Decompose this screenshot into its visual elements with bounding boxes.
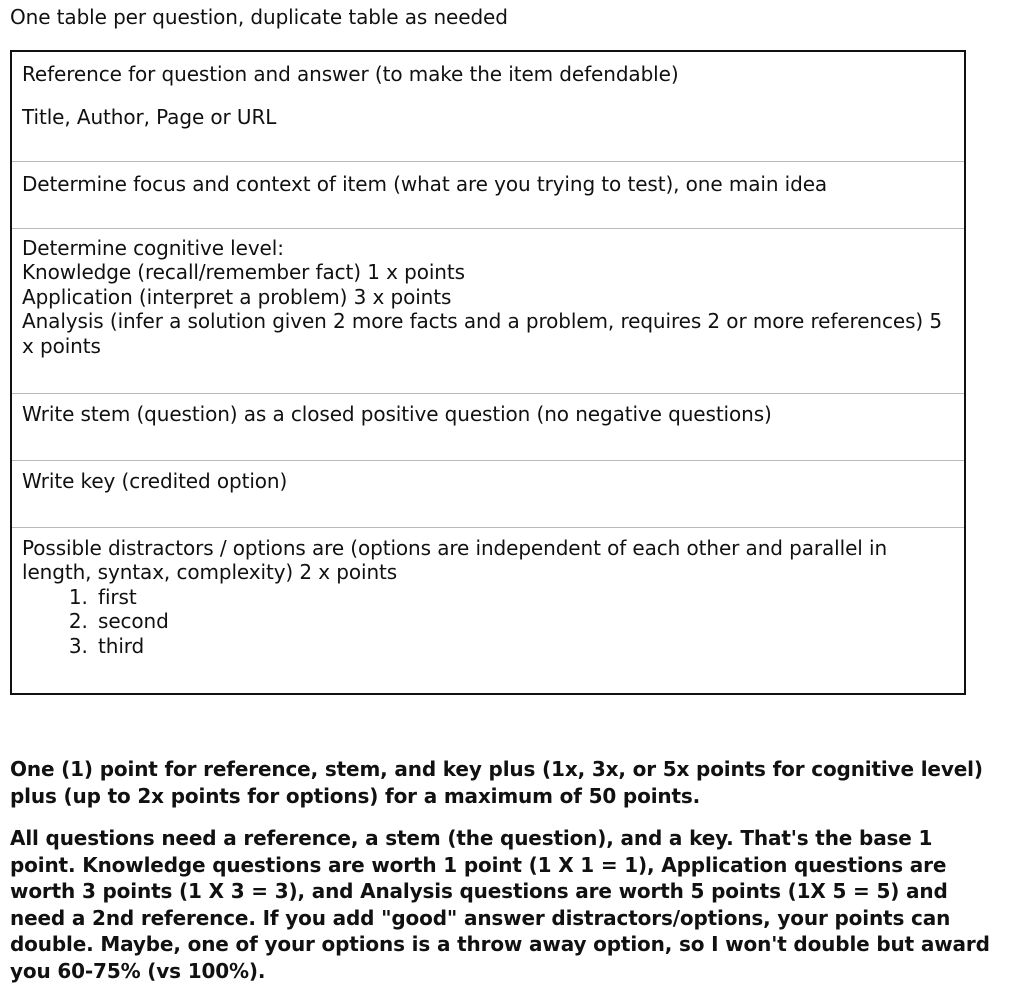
option-item: 3. third bbox=[94, 634, 954, 659]
focus-label: Determine focus and context of item (what are you trying to test), one main idea bbox=[22, 171, 828, 196]
cognitive-level-row bbox=[11, 228, 965, 393]
option-item: 2. second bbox=[94, 609, 954, 634]
stem-cell[interactable] bbox=[11, 393, 965, 460]
focus-cell[interactable] bbox=[11, 161, 965, 228]
key-cell[interactable] bbox=[11, 460, 965, 527]
page-heading: One table per question, duplicate table as needed bbox=[10, 5, 508, 29]
application-level: Application (interpret a problem) 3 x points bbox=[22, 284, 452, 309]
stem-row bbox=[11, 393, 965, 460]
scoring-notes bbox=[10, 756, 990, 984]
key-label: Write key (credited option) bbox=[22, 468, 288, 493]
reference-hint: Title, Author, Page or URL bbox=[22, 104, 277, 129]
distractors-row bbox=[11, 527, 965, 694]
reference-label: Reference for question and answer (to make the item defendable) bbox=[22, 62, 679, 86]
reference-row bbox=[11, 51, 965, 161]
knowledge-level: Knowledge (recall/remember fact) 1 x points bbox=[22, 260, 465, 284]
scoring-summary: One (1) point for reference, stem, and key plus (1x, 3x, or 5x points for cognitive level) plus (up to 2x points for options) for a maximum of 50 points. bbox=[10, 757, 983, 808]
scoring-details: All questions need a reference, a stem (the question), and a key. That's the base 1 point. Knowledge questions are worth 1 point (1 X 1 = 1), Application questions are worth 3 points (1 X 3 = 3), and Analysis questions are worth 5 points (1X 5 = 5) and need a 2nd reference. If you add "good" answer distractors/options, your points can double. Maybe, one of your options is a throw away option, so I won't double but award you 60-75% (vs 100%). bbox=[10, 826, 990, 983]
distractors-cell[interactable] bbox=[11, 527, 965, 694]
cognitive-level-cell[interactable] bbox=[11, 228, 965, 393]
distractors-label: Possible distractors / options are (options are independent of each other and parallel in length, syntax, complexity) 2 x points bbox=[22, 535, 888, 584]
options-list bbox=[22, 585, 954, 659]
focus-row bbox=[11, 161, 965, 228]
reference-cell[interactable] bbox=[11, 51, 965, 161]
analysis-level: Analysis (infer a solution given 2 more facts and a problem, requires 2 or more references) 5 x points bbox=[22, 309, 942, 358]
option-item: 1. first bbox=[94, 585, 954, 610]
stem-label: Write stem (question) as a closed positive question (no negative questions) bbox=[22, 401, 772, 426]
key-row bbox=[11, 460, 965, 527]
question-table bbox=[10, 50, 966, 695]
cognitive-level-label: Determine cognitive level: bbox=[22, 235, 284, 260]
